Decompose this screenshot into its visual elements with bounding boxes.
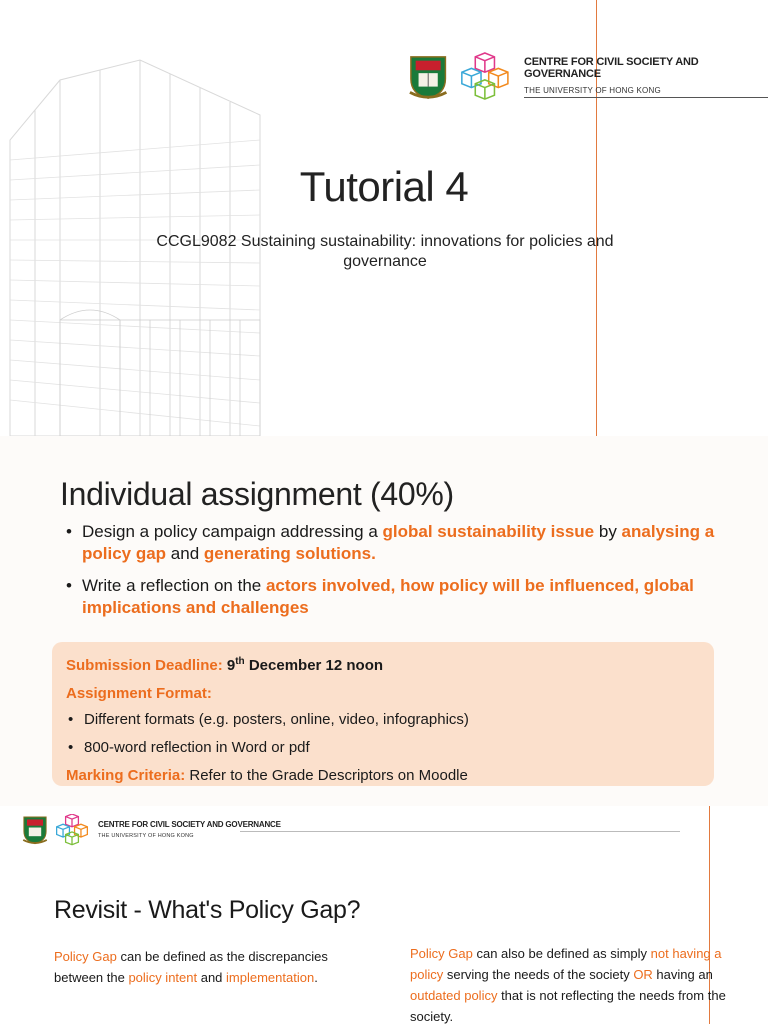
building-sketch-illustration <box>0 20 300 436</box>
highlight-text: analysing a policy gap <box>82 522 715 563</box>
body-text: serving the needs of the society <box>443 967 634 982</box>
body-text: that is not reflecting the needs from the society. <box>410 988 726 1024</box>
bullet-item <box>66 575 716 619</box>
centre-text-block <box>98 820 281 841</box>
criteria-value: Refer to the Grade Descriptors on Moodle <box>189 767 468 784</box>
policy-gap-title: Revisit - What's Policy Gap? <box>54 896 361 924</box>
bullet-text: by <box>594 522 622 541</box>
hku-crest-icon <box>408 53 448 101</box>
university-name: THE UNIVERSITY OF HONG KONG <box>524 86 661 95</box>
deadline-value <box>227 657 383 674</box>
body-text: can be defined as the discrepancies between the <box>54 949 328 985</box>
format-label: Assignment Format: <box>66 685 212 702</box>
centre-text-block <box>524 56 768 98</box>
highlight-text: Policy Gap <box>410 946 473 961</box>
colored-cubes-logo-icon <box>54 814 90 846</box>
body-text: having an <box>652 967 713 982</box>
highlight-text: outdated policy <box>410 988 498 1003</box>
highlight-text: generating solutions. <box>203 544 376 563</box>
highlight-text: OR <box>633 967 653 982</box>
policy-gap-slide <box>0 806 768 1024</box>
format-item: • 800-word reflection in Word or pdf <box>68 738 700 758</box>
format-line <box>66 684 700 704</box>
centre-logo-small <box>22 814 281 846</box>
policy-gap-definition-left <box>54 946 374 988</box>
highlight-text: policy intent <box>128 970 198 985</box>
deadline-rest: December 12 noon <box>244 657 384 674</box>
format-item: • Different formats (e.g. posters, online, video, infographics) <box>68 710 700 730</box>
criteria-line <box>66 766 700 786</box>
assignment-slide <box>0 436 768 806</box>
highlight-text: not having a policy <box>410 946 722 982</box>
university-name: THE UNIVERSITY OF HONG KONG <box>98 832 194 839</box>
body-text: can also be defined as simply <box>472 946 651 961</box>
highlight-text: global sustainability issue <box>382 522 595 541</box>
deadline-line <box>66 652 700 676</box>
centre-name: CENTRE FOR CIVIL SOCIETY AND GOVERNANCE <box>524 56 699 80</box>
course-subtitle: CCGL9082 Sustaining sustainability: innovations for policies and governance <box>156 233 614 270</box>
highlight-text: actors involved, how policy will be influenced, global implications and challenges <box>82 576 694 617</box>
submission-info-box <box>52 642 714 786</box>
body-text: . <box>314 970 318 985</box>
deadline-label: Submission Deadline: <box>66 657 227 674</box>
deadline-ordinal: th <box>235 656 245 667</box>
header-rule <box>240 831 680 832</box>
highlight-text: implementation <box>226 970 315 985</box>
bullet-item <box>66 521 716 565</box>
body-text: and <box>197 970 227 985</box>
assignment-bullets <box>66 521 716 629</box>
title-slide <box>0 0 768 436</box>
bullet-text: Design a policy campaign addressing a <box>82 522 383 541</box>
centre-name: CENTRE FOR CIVIL SOCIETY AND GOVERNANCE <box>98 819 281 829</box>
centre-logo <box>408 52 768 102</box>
highlight-text: Policy Gap <box>54 949 117 964</box>
assignment-title: Individual assignment (40%) <box>60 476 454 512</box>
bullet-text: Write a reflection on the <box>82 576 266 595</box>
tutorial-title: Tutorial 4 <box>299 163 469 210</box>
bullet-text: and <box>166 544 204 563</box>
hku-crest-icon <box>22 814 48 846</box>
format-list <box>68 710 700 758</box>
policy-gap-definition-right <box>410 943 740 1024</box>
colored-cubes-logo-icon <box>458 52 512 102</box>
deadline-day: 9 <box>226 657 236 674</box>
criteria-label: Marking Criteria: <box>66 767 190 784</box>
